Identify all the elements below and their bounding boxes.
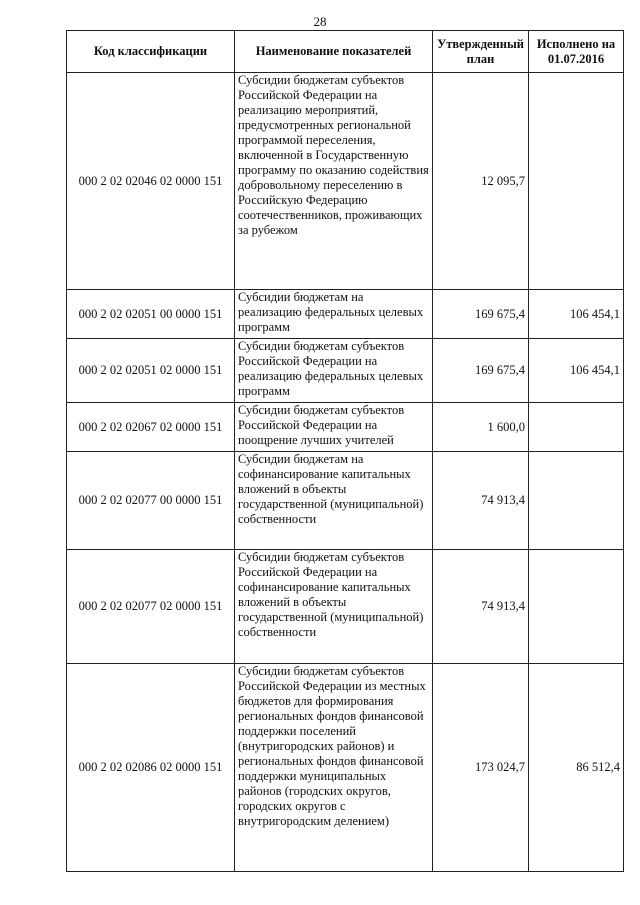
table-row [67, 550, 624, 664]
row-plan: 169 675,4 [433, 339, 529, 403]
row-code: 000 2 02 02077 00 0000 151 [67, 452, 235, 550]
header-plan: Утвержденный план [433, 31, 529, 73]
table-row [67, 290, 624, 339]
row-name: Субсидии бюджетам субъектов Российской Федерации на софинансирование капитальных вложений в объекты государственной (муниципальной) собственности [235, 550, 433, 664]
row-name: Субсидии бюджетам субъектов Российской Федерации на реализацию федеральных целевых программ [235, 339, 433, 403]
table-row [67, 73, 624, 290]
header-executed: Исполнено на 01.07.2016 [529, 31, 624, 73]
row-plan: 169 675,4 [433, 290, 529, 339]
row-plan: 74 913,4 [433, 550, 529, 664]
table-header-row [67, 31, 624, 73]
page-number: 28 [313, 14, 327, 29]
row-code: 000 2 02 02067 02 0000 151 [67, 403, 235, 452]
row-executed: 86 512,4 [529, 664, 624, 872]
header-code: Код классификации [67, 31, 235, 73]
row-code: 000 2 02 02051 00 0000 151 [67, 290, 235, 339]
row-name: Субсидии бюджетам на реализацию федеральных целевых программ [235, 290, 433, 339]
row-code: 000 2 02 02077 02 0000 151 [67, 550, 235, 664]
row-name: Субсидии бюджетам на софинансирование капитальных вложений в объекты государственной (муниципальной) собственности [235, 452, 433, 550]
row-executed [529, 550, 624, 664]
row-code: 000 2 02 02046 02 0000 151 [67, 73, 235, 290]
row-executed [529, 403, 624, 452]
row-name: Субсидии бюджетам субъектов Российской Федерации из местных бюджетов для формирования региональных фондов финансовой поддержки поселений (внутригородских районов) и региональных фондов финансовой поддержки муниципальных районов (городских округов, городских округов с внутригородским делением) [235, 664, 433, 872]
table-row [67, 664, 624, 872]
row-plan: 173 024,7 [433, 664, 529, 872]
row-name: Субсидии бюджетам субъектов Российской Федерации на поощрение лучших учителей [235, 403, 433, 452]
row-code: 000 2 02 02086 02 0000 151 [67, 664, 235, 872]
header-name: Наименование показателей [235, 31, 433, 73]
row-executed [529, 73, 624, 290]
budget-table [66, 30, 624, 872]
row-executed [529, 452, 624, 550]
row-code: 000 2 02 02051 02 0000 151 [67, 339, 235, 403]
row-executed: 106 454,1 [529, 339, 624, 403]
row-plan: 12 095,7 [433, 73, 529, 290]
row-plan: 74 913,4 [433, 452, 529, 550]
row-executed: 106 454,1 [529, 290, 624, 339]
row-name: Субсидии бюджетам субъектов Российской Федерации на реализацию мероприятий, предусмотренных региональной программой переселения, включенной в Государственную программу по оказанию содействия добровольному переселению в Российскую Федерацию соотечественников, проживающих за рубежом [235, 73, 433, 290]
row-plan: 1 600,0 [433, 403, 529, 452]
table-row [67, 452, 624, 550]
table-row [67, 339, 624, 403]
table-row [67, 403, 624, 452]
